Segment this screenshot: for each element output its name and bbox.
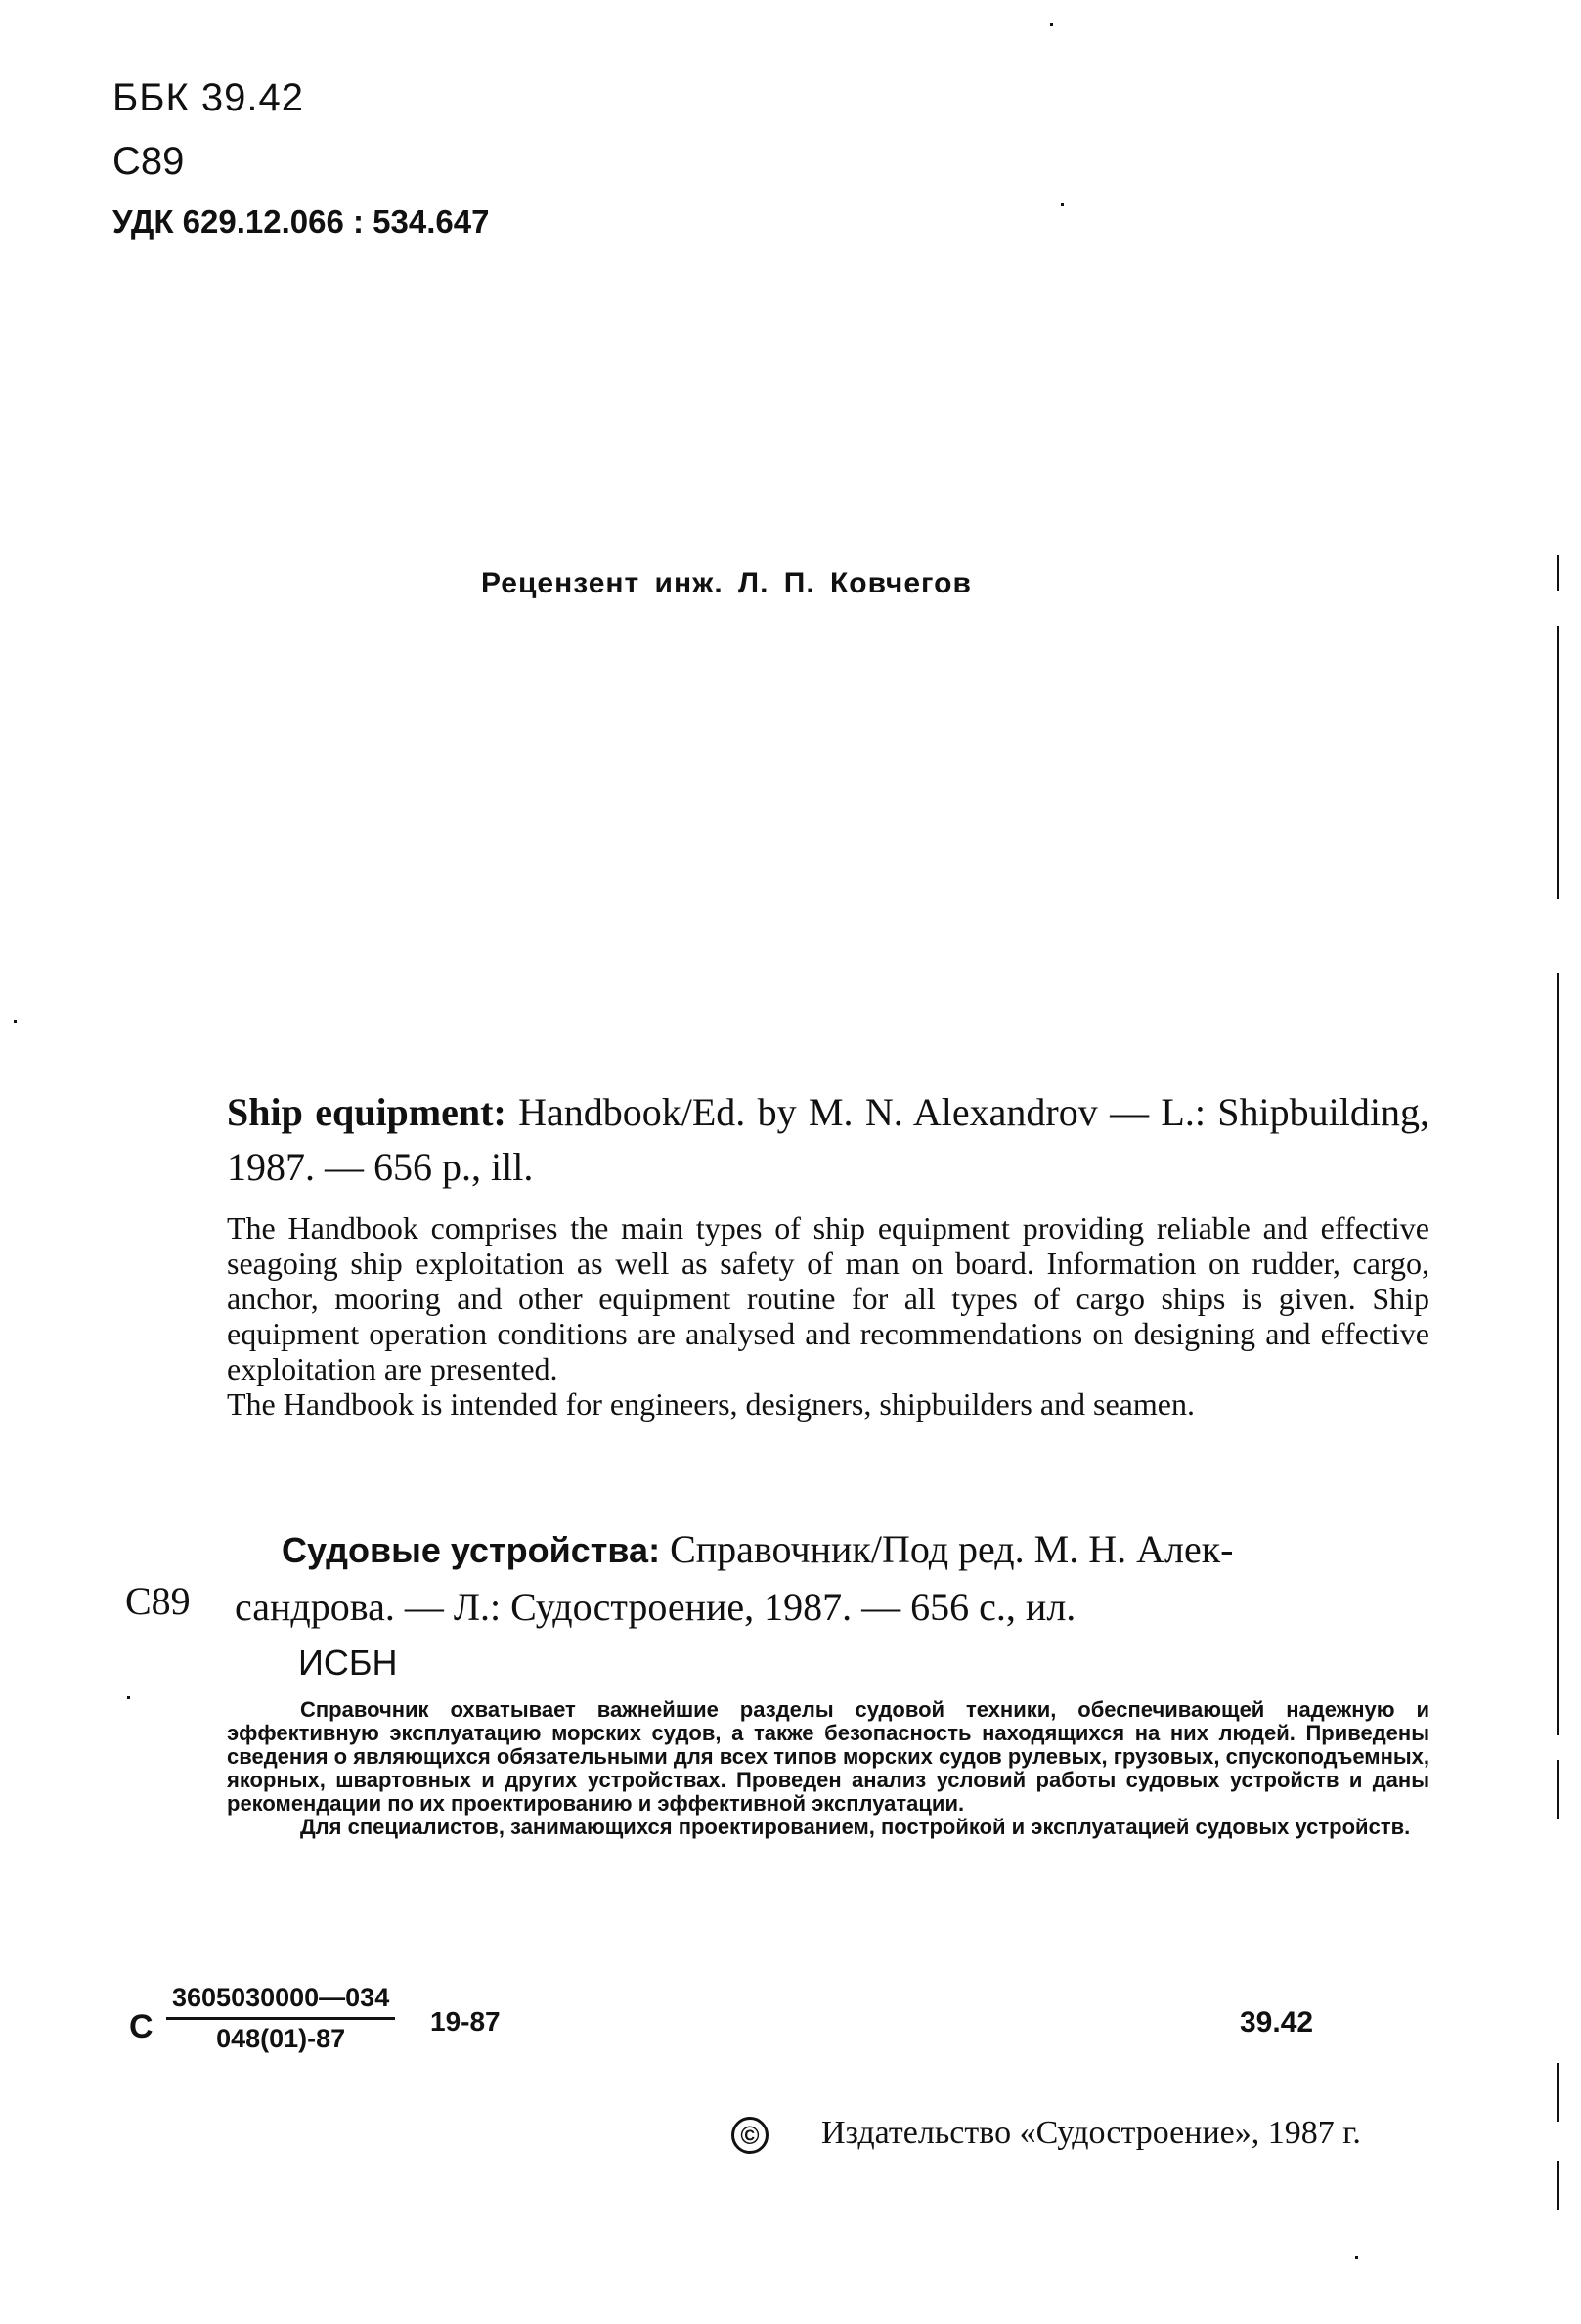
- scan-mark: [1557, 2063, 1559, 2122]
- scan-mark: [1050, 23, 1053, 26]
- russian-abstract-paragraph-1: Справочник охватывает важнейшие разделы судовой техники, обеспечивающей надежную и эффективную эксплуатацию морских судов, а также безопасность находящихся на них людей. Приведены сведения о являющихся обязательными для всех типов морских судов рулевых, грузовых, спускоподъемных, якорных, швартовных и других устройствах. Проведен анализ условий работы судовых устройств и даны рекомендации по их проектированию и эффективной эксплуатации.: [227, 1697, 1429, 1816]
- russian-title-line-2: сандрова. — Л.: Судостроение, 1987. — 656 с., ил.: [235, 1585, 1076, 1629]
- russian-bibliographic-title: [235, 1521, 1427, 1636]
- catalog-right-code: 39.42: [1240, 2006, 1314, 2039]
- scan-mark: [1557, 973, 1559, 1735]
- scan-mark: [127, 1696, 130, 1699]
- scan-mark: [1061, 203, 1064, 206]
- english-abstract: [227, 1210, 1429, 1422]
- english-abstract-paragraph-2: The Handbook is intended for engineers, designers, shipbuilders and seamen.: [227, 1386, 1195, 1422]
- author-code: С89: [112, 140, 185, 183]
- copyright-icon: ©: [731, 2117, 769, 2154]
- catalog-prefix: С: [129, 2008, 154, 2045]
- scan-mark: [1557, 626, 1559, 899]
- russian-abstract-paragraph-2: Для специалистов, занимающихся проектированием, постройкой и эксплуатацией судовых устройств.: [300, 1815, 1411, 1839]
- side-author-code: С89: [125, 1579, 191, 1623]
- scan-mark: [14, 1020, 17, 1023]
- udk-code: УДК 629.12.066 : 534.647: [112, 203, 490, 240]
- catalog-fraction: [166, 1983, 395, 2054]
- russian-title-rest-1: Справочник/Под ред. М. Н. Алек-: [670, 1527, 1234, 1571]
- english-title-bold: Ship equipment:: [227, 1090, 506, 1134]
- catalog-numerator: 3605030000—034: [166, 1983, 395, 2020]
- scan-mark: [1557, 555, 1559, 591]
- bbk-code: ББК 39.42: [112, 76, 305, 119]
- scan-mark: [1557, 1760, 1559, 1819]
- russian-title-line-1: [282, 1521, 1427, 1579]
- scan-mark: [1355, 2256, 1358, 2259]
- english-abstract-paragraph-1: The Handbook comprises the main types of ship equipment providing reliable and effective seagoing ship exploitation as well as safety of man on board. Information on rudder, cargo, anchor, mooring and other equipment routine for all types of cargo ships is given. Ship equipment operation conditions are analysed and recommendations on designing and effective exploitation are presented.: [227, 1210, 1429, 1386]
- english-title-rest: Handbook/Ed. by M. N. Alexandrov — L.: Shipbuilding, 1987. — 656 p., ill.: [227, 1090, 1429, 1189]
- scan-mark: [1557, 2161, 1559, 2210]
- reviewer-line: Рецензент инж. Л. П. Ковчегов: [481, 567, 972, 599]
- russian-title-bold: Судовые устройства:: [282, 1530, 661, 1570]
- catalog-year-code: 19-87: [430, 2006, 501, 2037]
- isbn-label: ИСБН: [298, 1643, 398, 1683]
- publisher-copyright: Издательство «Судостроение», 1987 г.: [821, 2115, 1361, 2151]
- english-bibliographic-title: [227, 1085, 1429, 1195]
- russian-abstract: [227, 1698, 1429, 1839]
- catalog-denominator: 048(01)-87: [216, 2024, 346, 2053]
